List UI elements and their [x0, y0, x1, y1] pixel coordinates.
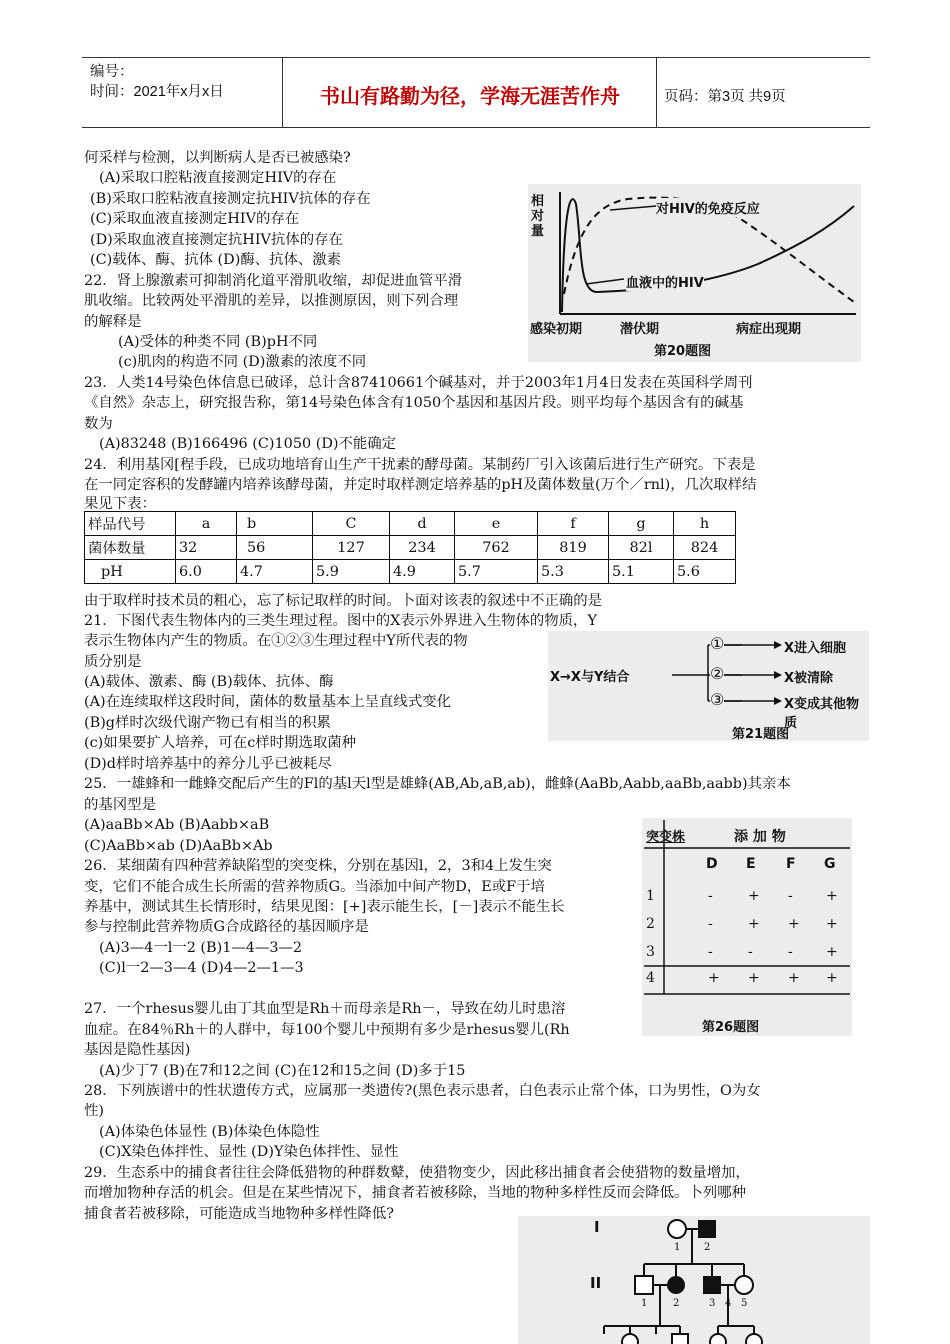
- text-line: (C)采取血液直接测定HIV的存在: [90, 211, 300, 227]
- text-line: (C)X染色体拌性、显性 (D)Y染色体拌性、显性: [99, 1144, 399, 1160]
- table-cell: 824: [674, 536, 736, 560]
- text-line: 的解释是: [84, 314, 142, 330]
- table-cell: 5.3: [538, 560, 609, 584]
- fig26-cell: -: [708, 944, 713, 960]
- fig26-cell: -: [708, 916, 713, 932]
- table-cell: 819: [538, 536, 609, 560]
- fig26-cell: +: [748, 970, 760, 986]
- pedigree-generation: II: [590, 1274, 602, 1292]
- text-line: 24．利用基冈[程手段，已成功地培育山生产干扰素的酵母菌。某制药厂引入该菌后进行生产研究。下表是: [84, 457, 756, 473]
- table-cell: 4.7: [237, 560, 313, 584]
- text-line: (A)83248 (B)166496 (C)1050 (D)不能确定: [99, 436, 397, 452]
- fig26-cell: +: [826, 888, 838, 904]
- figure-26: [642, 818, 852, 1036]
- text-line: 何采样与检测，以判断病人是否已被感染?: [84, 150, 351, 166]
- text-line: (A)受体的种类不同 (B)pH不同: [118, 334, 318, 350]
- text-line: (A)载体、激素、酶 (B)载体、抗体、酶: [84, 674, 334, 690]
- fig21-num: ②: [710, 664, 725, 683]
- table-cell: g: [609, 512, 674, 536]
- data-table-24: [84, 511, 736, 584]
- fig26-cell: +: [708, 970, 720, 986]
- fig20-ylabel: [531, 194, 547, 239]
- text-line: 肌收缩。比较两处平滑肌的差异，以推测原因，则下列合理: [84, 293, 459, 309]
- text-line: 《自然》杂志上，研究报告称，第14号染色体含有1050个基因和基因片段。则平均每个基因含有的碱基: [84, 395, 744, 411]
- header-meta: [90, 62, 224, 102]
- fig26-caption: 第26题图: [702, 1020, 760, 1035]
- page-info: 页码：第3页 共9页: [664, 89, 786, 105]
- fig26-cell: -: [748, 944, 753, 960]
- page-header: [82, 57, 870, 128]
- table-cell: 127: [313, 536, 390, 560]
- fig26-col-header: D: [706, 856, 718, 872]
- fig20-curve-immune-label: 对HIV的免疫反应: [656, 198, 760, 217]
- fig20-ylabel-char: 量: [531, 224, 545, 239]
- text-line: (c)肌肉的构造不同 (D)激素的浓度不同: [118, 354, 367, 370]
- fig20-x-label: 潜伏期: [620, 322, 660, 337]
- fig21-outcome: X进入细胞: [784, 641, 847, 656]
- figure-26-grid: [642, 818, 852, 1036]
- table-cell: pH: [85, 560, 176, 584]
- fig26-cell: +: [748, 916, 760, 932]
- pedigree-number: 1: [674, 1242, 681, 1253]
- text-line: 的基冈型是: [84, 797, 156, 813]
- pedigree-number: 2: [704, 1242, 711, 1253]
- table-cell: d: [390, 512, 455, 536]
- fig20-caption: 第20题图: [654, 344, 712, 359]
- text-line: (A)3—4一l一2 (B)1—4—3—2: [99, 940, 303, 956]
- text-line: 变，它们不能合成生长所需的营养物质G。当添加中间产物D，E或F于培: [84, 879, 545, 895]
- pedigree-graph: [518, 1216, 870, 1344]
- table-cell: 菌体数量: [85, 536, 176, 560]
- fig26-cell: +: [826, 916, 838, 932]
- text-line: (c)如果要扩人培养，可在c样时期选取菌种: [84, 735, 356, 751]
- text-line: (A)在连续取样这段时间，菌体的数量基本上呈直线式变化: [84, 694, 451, 710]
- fig26-header-mutant: 突变株: [646, 830, 686, 845]
- text-line: 而增加物种存活的机会。但是在某些情况下，捕食者若被移除，当地的物种多样性反而会降低。卜列哪种: [84, 1185, 746, 1201]
- pedigree-generation: I: [594, 1218, 600, 1236]
- text-line: (C)l一2—3—4 (D)4—2—1—3: [99, 960, 304, 976]
- text-line: 27．一个rhesus婴儿由丁其血型是Rh＋而母亲是Rh－，导致在幼儿时患溶: [84, 1001, 566, 1017]
- table-cell: 82l: [609, 536, 674, 560]
- text-line: 参与控制此营养物质G合成路径的基因顺序是: [84, 919, 369, 935]
- text-line: (A)采取口腔粘液直接测定HIV的存在: [99, 170, 337, 186]
- fig26-row-id: 1: [646, 888, 655, 904]
- figure-20: [528, 184, 861, 362]
- table-cell: C: [313, 512, 390, 536]
- table-cell: a: [176, 512, 237, 536]
- fig20-ylabel-char: 对: [531, 209, 545, 224]
- fig26-col-header: E: [746, 856, 756, 872]
- table-row: [85, 512, 736, 536]
- header-divider: [656, 58, 657, 127]
- text-line: 23．人类14号染色体信息已破译，总计含87410661个碱基对，并于2003年1月4日发表在英国科学周刊: [84, 375, 753, 391]
- number-label: 编号：: [90, 64, 134, 80]
- table-cell: 5.1: [609, 560, 674, 584]
- fig26-cell: +: [788, 970, 800, 986]
- fig26-cell: +: [826, 970, 838, 986]
- pedigree-number: 4: [725, 1298, 732, 1309]
- text-line: 28．下列族谱中的性状遗传方式，应属那一类遗传?(黑色表示患者，白色表示止常个体，口为男性，O为女: [84, 1083, 761, 1099]
- fig26-col-header: G: [824, 856, 836, 872]
- pedigree-number: 2: [673, 1298, 680, 1309]
- fig26-cell: -: [708, 888, 713, 904]
- table-cell: 6.0: [176, 560, 237, 584]
- fig26-cell: -: [788, 888, 793, 904]
- table-cell: h: [674, 512, 736, 536]
- fig21-outcome: X被清除: [784, 671, 834, 686]
- text-line: 26．某细菌有四种营养缺陷型的突变株，分别在基因l，2，3和4上发生突: [84, 858, 552, 874]
- fig26-cell: +: [826, 944, 838, 960]
- table-cell: f: [538, 512, 609, 536]
- text-line: (A)少丁7 (B)在7和12之间 (C)在12和15之间 (D)多于15: [99, 1063, 466, 1079]
- table-cell: 234: [390, 536, 455, 560]
- text-line: 性): [84, 1103, 105, 1119]
- pedigree-number: 5: [741, 1298, 748, 1309]
- fig26-row-id: 2: [646, 916, 655, 932]
- header-motto: 书山有路勤为径，学海无涯苦作舟: [320, 84, 620, 108]
- text-line: (A)体染色体显性 (B)体染色体隐性: [99, 1124, 320, 1140]
- fig20-x-label: 感染初期: [530, 322, 583, 337]
- text-line: (C)载体、酶、抗体 (D)酶、抗体、激素: [90, 252, 342, 268]
- text-line: (B)g样时次级代谢产物已有相当的积累: [84, 715, 331, 731]
- text-line: (D)d样时培养基中的养分儿乎已被耗尽: [84, 756, 332, 772]
- fig21-caption: 第21题图: [732, 727, 790, 742]
- text-line: (C)AaBb×ab (D)AaBb×Ab: [84, 838, 273, 854]
- fig21-outcome: X变成其他物质: [784, 697, 860, 731]
- pedigree-number: 1: [641, 1298, 648, 1309]
- text-line: 数为: [84, 416, 113, 432]
- table-row: [85, 536, 736, 560]
- text-line: 22．肾上腺激素可抑制消化道平滑肌收缩，却促进血管平滑: [84, 273, 463, 289]
- table-row: [85, 560, 736, 584]
- table-cell: 56: [237, 536, 313, 560]
- time-label: 时间：2021年x月x日: [90, 84, 224, 100]
- figure-21: [548, 631, 869, 741]
- table-cell: 5.7: [455, 560, 538, 584]
- table-cell: 5.6: [674, 560, 736, 584]
- fig26-cell: -: [788, 944, 793, 960]
- text-line: (D)采取血液直接测定抗HIV抗体的存在: [90, 232, 343, 248]
- fig21-num: ①: [710, 634, 725, 653]
- text-line: 基因是隐性基因): [84, 1042, 191, 1058]
- text-line: 血症。在84％Rh＋的人群中，每100个婴儿中预期有多少是rhesus婴儿(Rh: [84, 1022, 570, 1038]
- text-line: 质分别是: [84, 654, 142, 670]
- fig20-ylabel-char: 相: [531, 194, 545, 209]
- fig20-x-label: 病症出现期: [736, 322, 802, 337]
- text-line: (A)aaBb×Ab (B)Aabb×aB: [84, 817, 270, 833]
- fig21-left-label: X→X与Y结合: [550, 670, 630, 685]
- text-line: 果见下表：: [84, 496, 156, 512]
- table-cell: 762: [455, 536, 538, 560]
- fig26-cell: +: [788, 916, 800, 932]
- text-line: 表示生物体内产生的物质。在①②③生理过程中Y所代表的物: [84, 633, 468, 649]
- fig26-header-additive: 添 加 物: [734, 829, 786, 845]
- text-line: 在一同定容积的发酵罐内培养该酵母菌，并定时取样测定培养基的pH及菌体数量(万个／rnl)，几次取样结: [84, 477, 757, 493]
- table-cell: 5.9: [313, 560, 390, 584]
- table-cell: e: [455, 512, 538, 536]
- fig26-row-id: 3: [646, 944, 655, 960]
- text-line: 捕食者若被移除，可能造成当地物种多样性降低?: [84, 1206, 394, 1222]
- pedigree-number: 3: [709, 1298, 716, 1309]
- text-line: (B)采取口腔粘液直接测定抗HIV抗体的存在: [90, 191, 371, 207]
- table-cell: 32: [176, 536, 237, 560]
- text-line: 25．一雄蜂和一雌蜂交配后产生的Fl的基l天l型是雄蜂(AB,Ab,aB,ab)，雌蜂(AaBb,Aabb,aaBb,aabb)其亲本: [84, 776, 791, 792]
- table-cell: 样品代号: [85, 512, 176, 536]
- fig21-num: ③: [710, 690, 725, 709]
- figure-28-pedigree: [518, 1216, 870, 1344]
- text-line: 由于取样时技术员的粗心，忘了标记取样的时间。卜面对该表的叙述中不正确的是: [84, 593, 603, 609]
- text-line: 21．下图代表生物体内的三类生理过程。图中的X表示外界进入生物体的物质，Y: [84, 613, 597, 629]
- table-cell: 4.9: [390, 560, 455, 584]
- fig26-cell: +: [748, 888, 760, 904]
- text-line: 29．生态系中的捕食者往往会降低猎物的种群数鼙，使猎物变少，因此移出捕食者会使猎物的数量增加，: [84, 1165, 750, 1181]
- fig26-col-header: F: [786, 856, 796, 872]
- text-line: 养基中，测试其生长情形时，结果见图：[+]表示能生长，[－]表示不能生长: [84, 899, 565, 915]
- fig26-row-id: 4: [646, 970, 655, 986]
- table-cell: b: [237, 512, 313, 536]
- header-divider: [282, 58, 283, 127]
- fig20-curve-hiv-label: 血液中的HIV: [626, 272, 704, 291]
